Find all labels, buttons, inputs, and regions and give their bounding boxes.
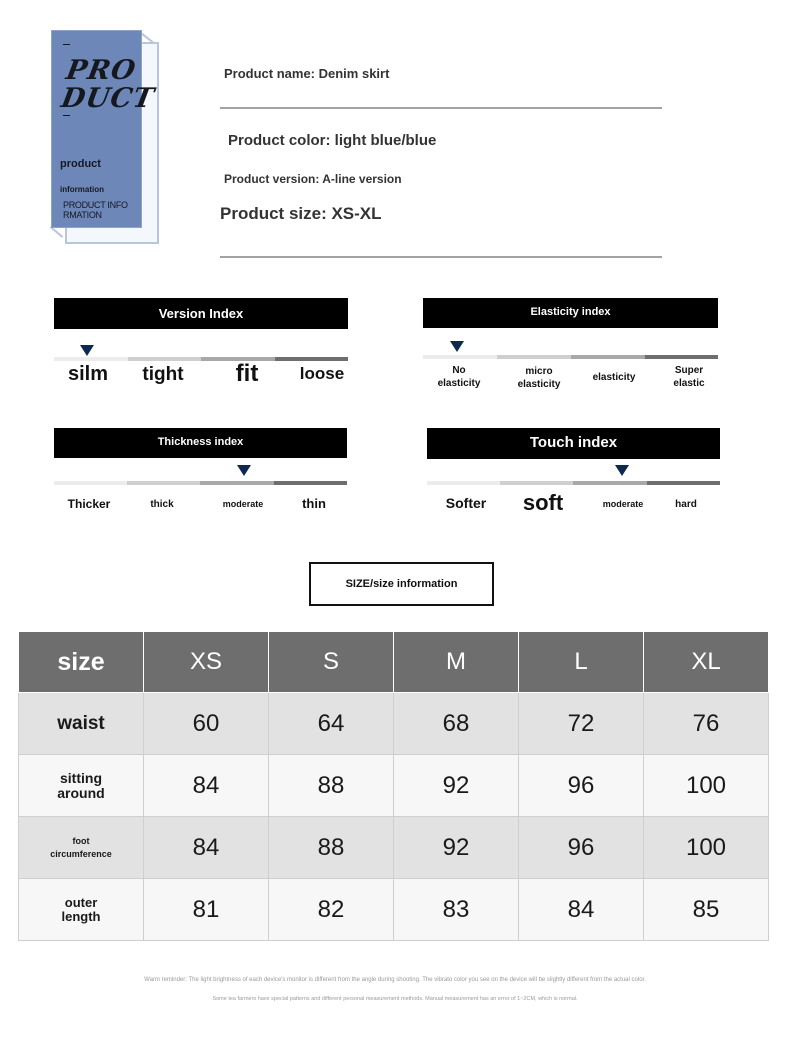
table-row [19,693,769,755]
size-table-header-row [19,632,769,693]
thickness-index-bar-4 [274,481,347,485]
card-caption-product: product [60,158,101,170]
version-label-silm: silm [67,363,109,385]
card-caption-information: information [60,185,104,194]
waist-l: 72 [519,693,644,755]
version-index-title: Version Index [54,298,348,329]
touch-index-bar-2 [500,481,573,485]
sitting-around-l: 96 [519,755,644,817]
touch-label-soft: soft [522,490,564,515]
waist-s: 64 [269,693,394,755]
touch-index-bar-1 [427,481,500,485]
waist-xs: 60 [144,693,269,755]
product-name: Product name: Denim skirt [224,66,390,81]
warm-reminder-note: Warm reminder: The light brightness of each device's monitor is different from the angle during shooting. The vibrato color you see on the device will be slightly different from the actual color. [144,977,646,983]
version-index-bar-2 [128,357,201,361]
elasticity-index-bar-3 [571,355,645,359]
outer-length-xl: 85 [644,879,769,941]
product-logo [59,57,161,113]
version-index-bar-4 [275,357,348,361]
waist-m: 68 [394,693,519,755]
elasticity-index-marker [450,341,464,352]
touch-label-hard: hard [675,499,697,510]
product-info-card [51,30,157,242]
sitting-around-xl: 100 [644,755,769,817]
elasticity-label-no-elasticity: No elasticity [437,365,481,389]
outer-length-xs: 81 [144,879,269,941]
row-label-sitting-around: sitting around [19,755,144,817]
touch-index-marker [615,465,629,476]
divider-bottom [220,256,662,258]
elasticity-label-elasticity: elasticity [592,372,636,383]
row-label-outer-length: outer length [19,879,144,941]
header-size: size [19,632,144,693]
size-table [18,631,769,941]
product-color: Product color: light blue/blue [228,132,437,149]
outer-length-l: 84 [519,879,644,941]
version-index-marker [80,345,94,356]
outer-length-s: 82 [269,879,394,941]
foot-circumference-s: 88 [269,817,394,879]
elasticity-label-super-elastic: Super elastic [673,365,705,389]
waist-xl: 76 [644,693,769,755]
thickness-index-bar-2 [127,481,200,485]
card-caption-product-information: PRODUCT INFO RMATION [63,200,128,220]
foot-circumference-l: 96 [519,817,644,879]
thickness-label-thick: thick [150,499,174,510]
header-l: L [519,632,644,693]
sitting-around-m: 92 [394,755,519,817]
measurement-note: Some tea farmers have special patterns and different personal measurement methods. Manual measurement has an error of 1~2CM, which is normal. [212,996,578,1002]
elasticity-index-title: Elasticity index [423,298,718,328]
card-front-panel [51,30,157,228]
elasticity-label-micro-elasticity: micro elasticity [517,366,561,390]
thickness-label-thin: thin [302,496,326,511]
table-row [19,755,769,817]
foot-circumference-xl: 100 [644,817,769,879]
header-s: S [269,632,394,693]
size-information-box: SIZE/size information [309,562,494,606]
row-label-waist: waist [19,693,144,755]
thickness-label-moderate: moderate [222,499,264,509]
touch-index-bar-3 [573,481,647,485]
row-label-foot-circumference: foot circumference [19,817,144,879]
touch-label-softer: Softer [445,495,487,511]
version-label-tight: tight [142,364,184,385]
version-label-fit: fit [235,360,259,387]
divider-top [220,107,662,109]
thickness-index-bar-1 [54,481,127,485]
sitting-around-xs: 84 [144,755,269,817]
elasticity-index-bar-2 [497,355,571,359]
touch-index-title: Touch index [427,428,720,459]
foot-circumference-m: 92 [394,817,519,879]
header-m: M [394,632,519,693]
table-row [19,817,769,879]
product-size: Product size: XS-XL [220,204,382,223]
thickness-index-bar-3 [200,481,274,485]
product-version: Product version: A-line version [224,172,402,186]
version-label-loose: loose [299,364,345,383]
card-dash-mid [63,115,70,116]
card-dash-top [63,44,70,45]
thickness-index-marker [237,465,251,476]
elasticity-index-bar-1 [423,355,497,359]
header-xs: XS [144,632,269,693]
outer-length-m: 83 [394,879,519,941]
version-index-bar-1 [54,357,128,361]
thickness-index-title: Thickness index [54,428,347,458]
elasticity-index-bar-4 [645,355,718,359]
thickness-label-thicker: Thicker [67,497,111,511]
touch-index-bar-4 [647,481,720,485]
logo-line-1: PRO [63,55,139,86]
touch-label-moderate: moderate [602,499,644,509]
table-row [19,879,769,941]
sitting-around-s: 88 [269,755,394,817]
foot-circumference-xs: 84 [144,817,269,879]
header-xl: XL [644,632,769,693]
logo-line-2: DUCT [58,83,157,114]
